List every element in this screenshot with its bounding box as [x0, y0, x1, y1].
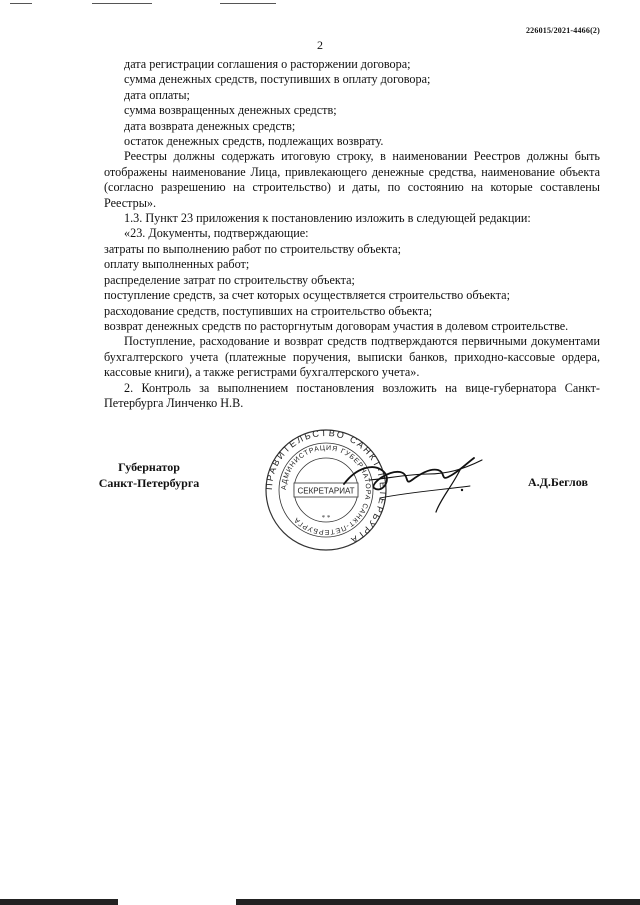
signatory-title-line1: Губернатор — [118, 460, 180, 474]
list-item: поступление средств, за счет которых осуществляется строительство объекта; — [104, 288, 510, 303]
paragraph-point-1-3: 1.3. Пункт 23 приложения к постановлению изложить в следующей редакции: — [124, 211, 531, 226]
signatory-title-line2: Санкт-Петербурга — [98, 476, 200, 490]
signatory-title — [89, 459, 209, 491]
seal-center-text: СЕКРЕТАРИАТ — [297, 486, 355, 496]
list-item: сумма денежных средств, поступивших в оплату договора; — [124, 72, 431, 87]
scan-top-marks — [0, 0, 640, 6]
paragraph-confirmation: Поступление, расходование и возврат средств подтверждаются первичными документами бухгалтерского учета (платежные поручения, выписки банков, приходно-кассовые ордера, кассовые книги), а также регистрами бухгалтерского учета». — [104, 334, 600, 380]
page-number: 2 — [317, 38, 323, 52]
paragraph-control: 2. Контроль за выполнением постановления возложить на вице-губернатора Санкт-Петербурга Линченко Н.В. — [104, 380, 600, 410]
list-item-last: возврат денежных средств по расторгнутым договорам участия в долевом строительстве. — [104, 318, 569, 333]
handwritten-signature — [340, 440, 490, 520]
list-item: сумма возвращенных денежных средств; — [124, 103, 337, 118]
paragraph-point-23: «23. Документы, подтверждающие: — [124, 226, 309, 241]
scan-bottom-bar — [0, 895, 640, 905]
list-item: дата возврата денежных средств; — [124, 118, 296, 133]
list-item: остаток денежных средств, подлежащих возврату. — [124, 134, 384, 149]
list-item: распределение затрат по строительству объекта; — [104, 272, 355, 287]
seal-star-icon: * * — [321, 514, 331, 522]
paragraph-registers: Реестры должны содержать итоговую строку, в наименовании Реестров должны быть отображены наименование Лица, привлекающего денежные средства, наименование объекта (согласно разрешению на строительство) и даты, по состоянию на которые составлены Реестры». — [104, 149, 600, 210]
list-item: дата оплаты; — [124, 87, 190, 102]
seal-inner-text: АДМИНИСТРАЦИЯ ГУБЕРНАТОРА САНКТ-ПЕТЕРБУРГА — [280, 444, 372, 536]
seal-outer-text: ПРАВИТЕЛЬСТВО САНКТ-ПЕТЕРБУРГА — [264, 428, 388, 547]
signatory-name: А.Д.Беглов — [528, 475, 588, 489]
document-body — [104, 57, 600, 411]
document-number: 226015/2021-4466(2) — [525, 26, 600, 35]
list-item: дата регистрации соглашения о расторжении договора; — [124, 57, 411, 71]
list-item: оплату выполненных работ; — [104, 257, 250, 272]
list-item: расходование средств, поступивших на строительство объекта; — [104, 303, 433, 318]
list-item: затраты по выполнению работ по строительству объекта; — [104, 241, 401, 256]
